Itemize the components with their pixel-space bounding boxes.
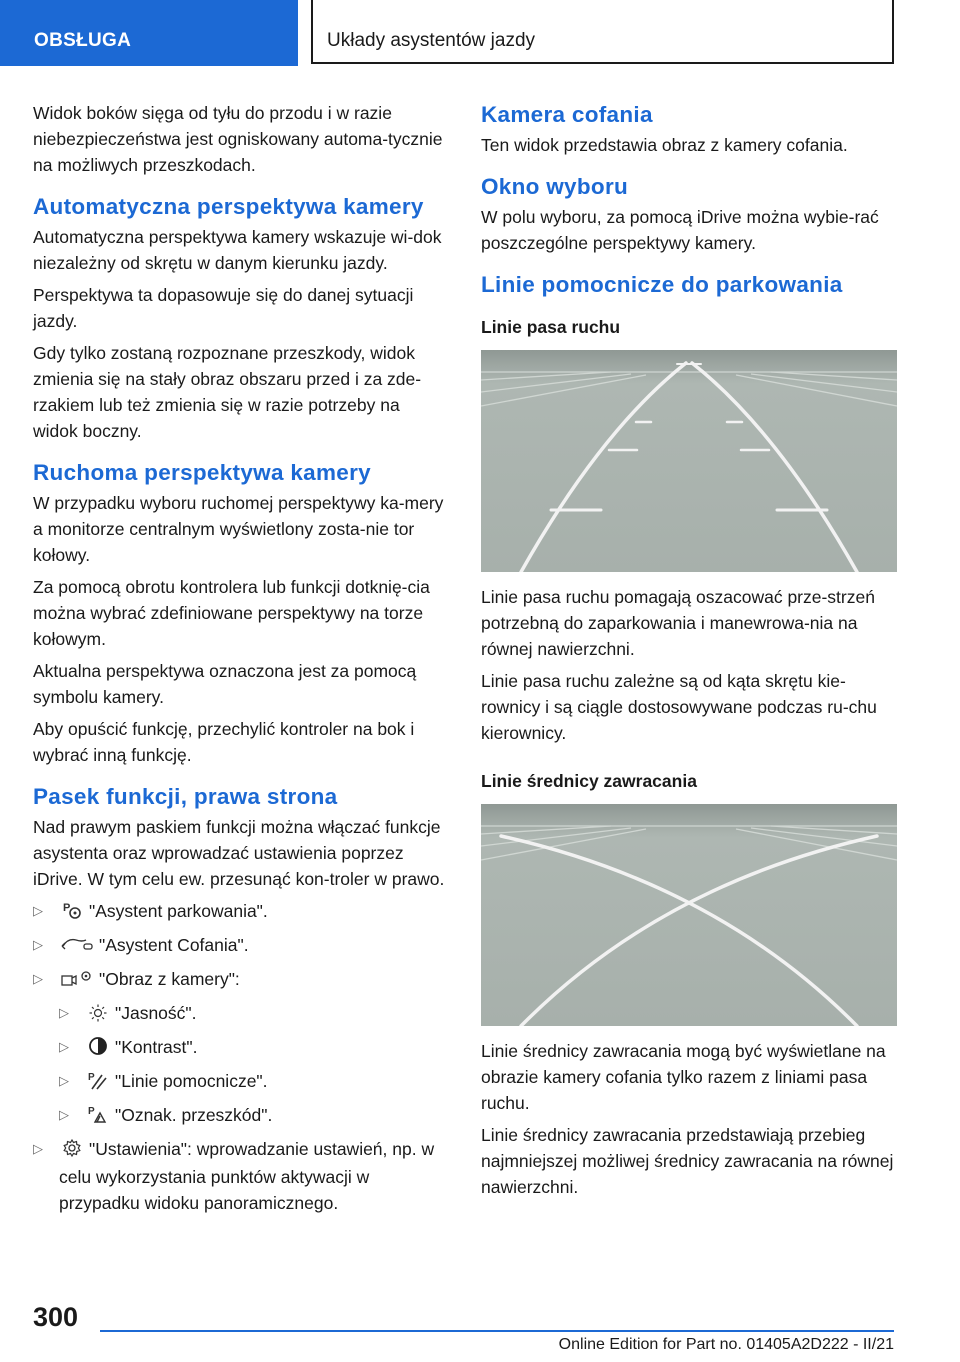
svg-text:P: P bbox=[88, 1106, 95, 1117]
subheading-turning-lines: Linie średnicy zawracania bbox=[481, 771, 697, 791]
heading-auto-perspective: Automatyczna perspektywa kamery bbox=[33, 194, 424, 219]
turning-circle-figure bbox=[481, 804, 897, 1026]
bullet-triangle-icon: ▷ bbox=[59, 1107, 69, 1122]
subheading-lane-lines: Linie pasa ruchu bbox=[481, 317, 621, 337]
list-item-text: "Kontrast". bbox=[115, 1037, 198, 1057]
chapter-title: Układy asystentów jazdy bbox=[311, 0, 894, 64]
list-item-text: "Jasność". bbox=[115, 1003, 197, 1023]
heading-selection-window: Okno wyboru bbox=[481, 174, 629, 199]
list-item-text: "Asystent parkowania". bbox=[89, 901, 268, 921]
list-item bbox=[59, 1068, 449, 1096]
gear-icon bbox=[59, 1138, 85, 1164]
bullet-triangle-icon: ▷ bbox=[59, 1073, 69, 1088]
heading-moving-perspective: Ruchoma perspektywa kamery bbox=[33, 460, 371, 485]
paragraph: Za pomocą obrotu kontrolera lub funkcji dotknię-cia można wybrać zdefiniowane perspektywy na torze kołowym. bbox=[33, 577, 430, 649]
parking-assistant-icon bbox=[59, 900, 85, 926]
list-item-text: "Linie pomocnicze". bbox=[115, 1071, 268, 1091]
lane-lines-figure bbox=[481, 350, 897, 572]
section-tab: OBSŁUGA bbox=[0, 0, 298, 66]
camera-settings-icon bbox=[59, 968, 95, 994]
camera-image-sublist bbox=[59, 1000, 449, 1130]
guide-lines-icon bbox=[85, 1070, 111, 1096]
bullet-triangle-icon: ▷ bbox=[33, 937, 43, 952]
paragraph: Aktualna perspektywa oznaczona jest za pomocą symbolu kamery. bbox=[33, 661, 417, 707]
bullet-triangle-icon: ▷ bbox=[33, 1141, 43, 1156]
paragraph: Nad prawym paskiem funkcji można włączać funkcje asystenta oraz wprowadzać ustawienia poprzez iDrive. W tym celu ew. przesunąć kon-troler w prawo. bbox=[33, 817, 445, 889]
paragraph: Ten widok przedstawia obraz z kamery cofania. bbox=[481, 135, 848, 155]
heading-parking-lines: Linie pomocnicze do parkowania bbox=[481, 272, 843, 297]
svg-text:P: P bbox=[63, 902, 71, 914]
reversing-assistant-icon bbox=[59, 934, 95, 960]
paragraph: Automatyczna perspektywa kamery wskazuje wi-dok niezależny od skrętu w danym kierunku jazdy. bbox=[33, 227, 442, 273]
paragraph: Perspektywa ta dopasowuje się do danej sytuacji jazdy. bbox=[33, 285, 414, 331]
footer-edition: Online Edition for Part no. 01405A2D222 - II/21 bbox=[558, 1336, 894, 1353]
left-column bbox=[33, 100, 449, 1222]
intro-paragraph: Widok boków sięga od tyłu do przodu i w razie niebezpieczeństwa jest ogniskowany automa-tycznie na możliwych przeszkodach. bbox=[33, 103, 443, 175]
list-item bbox=[33, 932, 449, 960]
list-item-text: "Ustawienia": wprowadzanie ustawień, np. w celu wykorzystania punktów aktywacji w przypadku widoku panoramicznego. bbox=[59, 1139, 435, 1213]
bullet-triangle-icon: ▷ bbox=[59, 1039, 69, 1054]
paragraph: W polu wyboru, za pomocą iDrive można wybie-rać poszczególne perspektywy kamery. bbox=[481, 207, 879, 253]
list-item bbox=[33, 1136, 449, 1216]
paragraph: W przypadku wyboru ruchomej perspektywy ka-mery a monitorze centralnym wyświetlony zosta-nie tor kołowy. bbox=[33, 493, 444, 565]
paragraph: Linie średnicy zawracania przedstawiają przebieg najmniejszej możliwej średnicy zawracania na równej nawierzchni. bbox=[481, 1125, 894, 1197]
list-item bbox=[59, 1034, 449, 1062]
list-item-text: "Asystent Cofania". bbox=[99, 935, 249, 955]
list-item bbox=[33, 966, 449, 1130]
paragraph: Linie pasa ruchu zależne są od kąta skrętu kie-rownicy i są ciągle dostosowywane podczas ru-chu kierownicy. bbox=[481, 671, 877, 743]
function-list bbox=[33, 898, 449, 1216]
list-item-text: "Oznak. przeszkód". bbox=[115, 1105, 273, 1125]
paragraph: Linie średnicy zawracania mogą być wyświetlane na obrazie kamery cofania tylko razem z liniami pasa ruchu. bbox=[481, 1041, 886, 1113]
list-item-text: "Obraz z kamery": bbox=[99, 969, 240, 989]
bullet-triangle-icon: ▷ bbox=[33, 971, 43, 986]
page-number: 300 bbox=[33, 1302, 79, 1332]
list-item bbox=[59, 1102, 449, 1130]
paragraph: Gdy tylko zostaną rozpoznane przeszkody, widok zmienia się na stały obraz obszaru przed i za zde-rzakiem lub też zmienia się w razie potrzeby na widok boczny. bbox=[33, 343, 422, 441]
list-item bbox=[59, 1000, 449, 1028]
heading-function-bar: Pasek funkcji, prawa strona bbox=[33, 784, 338, 809]
right-column bbox=[481, 100, 897, 1206]
svg-text:P: P bbox=[88, 1072, 95, 1083]
heading-reversing-camera: Kamera cofania bbox=[481, 102, 653, 127]
bullet-triangle-icon: ▷ bbox=[59, 1005, 69, 1020]
list-item bbox=[33, 898, 449, 926]
brightness-icon bbox=[85, 1002, 111, 1028]
page-header bbox=[0, 0, 960, 66]
footer-divider bbox=[100, 1330, 894, 1332]
paragraph: Linie pasa ruchu pomagają oszacować prze-strzeń potrzebną do zaparkowania i manewrowa-nia na równej nawierzchni. bbox=[481, 587, 875, 659]
obstacle-marking-icon bbox=[85, 1104, 111, 1130]
contrast-icon bbox=[85, 1036, 111, 1062]
bullet-triangle-icon: ▷ bbox=[33, 903, 43, 918]
paragraph: Aby opuścić funkcję, przechylić kontroler na bok i wybrać inną funkcję. bbox=[33, 719, 415, 765]
